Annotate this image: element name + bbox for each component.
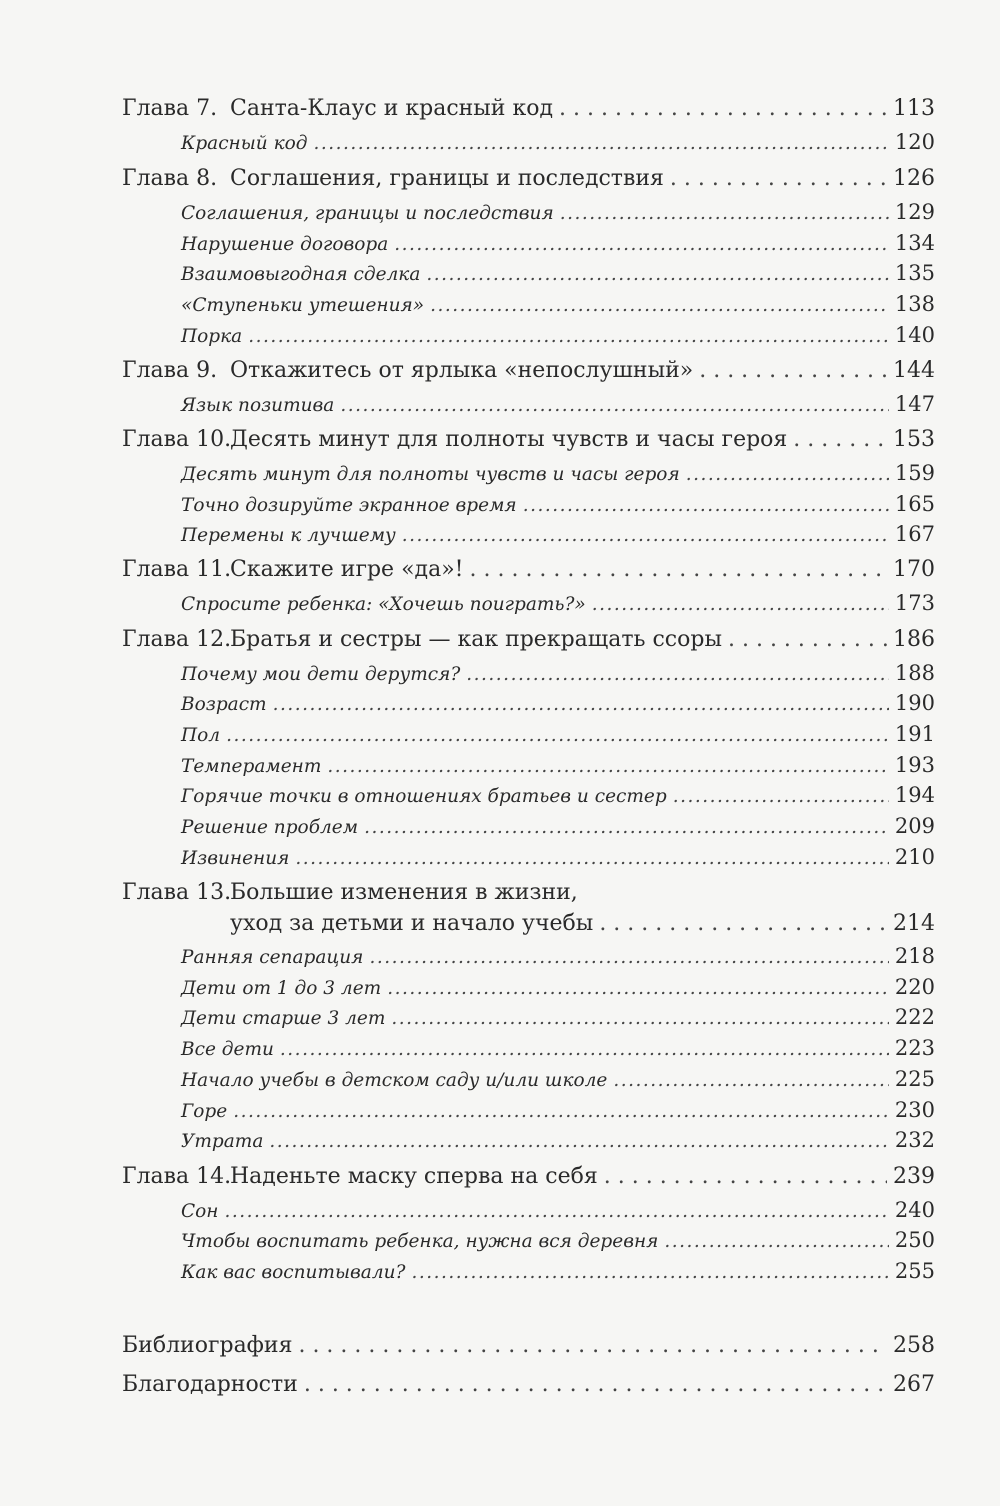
page-number: 138 [894,292,935,316]
dot-leader [327,756,889,777]
toc-section-row[interactable] [181,323,935,347]
chapter-number: Глава 11. [122,557,232,582]
page-number: 134 [894,231,935,255]
toc-section-row[interactable] [181,200,935,224]
page-number: 220 [894,975,935,999]
page-number: 159 [894,461,935,485]
dot-leader [670,166,887,191]
toc-section-row[interactable] [181,1098,935,1122]
toc-chapter-row[interactable] [122,880,935,905]
page-number: 223 [894,1036,935,1060]
dot-leader [560,203,889,224]
section-title: Красный код [181,133,308,154]
section-title: Дети от 1 до 3 лет [181,978,382,999]
toc-section-row[interactable] [181,461,935,485]
page-number: 232 [894,1128,935,1152]
toc-section-row[interactable] [181,522,935,546]
dot-leader [411,1262,888,1283]
dot-leader [599,911,887,936]
dot-leader [364,817,889,838]
toc-section-row[interactable] [181,1005,935,1029]
dot-leader [298,1333,887,1358]
section-title: Десять минут для полноты чувств и часы героя [181,464,680,485]
toc-section-row[interactable] [181,292,935,316]
page-number: 135 [894,261,935,285]
section-title: Горе [181,1101,228,1122]
dot-leader [430,295,889,316]
section-title: Пол [181,725,221,746]
page-number: 209 [894,814,935,838]
backmatter-title: Благодарности [122,1372,298,1397]
dot-leader [686,464,889,485]
chapter-number: Глава 8. [122,166,218,191]
page-number: 129 [894,200,935,224]
section-title: Взаимовыгодная сделка [181,264,421,285]
section-title: Нарушение договора [181,234,389,255]
dot-leader [340,395,889,416]
toc-section-row[interactable] [181,130,935,154]
dot-leader [466,664,889,685]
dot-leader [613,1070,889,1091]
toc-section-row[interactable] [181,661,935,685]
dot-leader [699,358,887,383]
chapter-title: Соглашения, границы и последствия [230,166,664,191]
toc-section-row[interactable] [181,845,935,869]
dot-leader [673,786,889,807]
dot-leader [314,133,889,154]
dot-leader [295,848,889,869]
section-title: Горячие точки в отношениях братьев и сестер [181,786,667,807]
page-number: 191 [894,722,935,746]
toc-chapter-row[interactable] [122,627,935,652]
page-number: 194 [894,783,935,807]
chapter-title: Скажите игре «да»! [230,557,464,582]
page-number: 188 [894,661,935,685]
toc-section-row[interactable] [181,1036,935,1060]
page-number: 210 [894,845,935,869]
chapter-title: Наденьте маску сперва на себя [230,1164,598,1189]
section-title: Спросите ребенка: «Хочешь поиграть?» [181,594,586,615]
dot-leader [369,947,888,968]
page-number: 267 [893,1372,935,1397]
chapter-title: Десять минут для полноты чувств и часы героя [230,427,788,452]
toc-section-row[interactable] [181,492,935,516]
toc-chapter-row-continued[interactable] [230,911,935,936]
chapter-title: Большие изменения в жизни, [230,880,578,905]
dot-leader [664,1231,889,1252]
page-number: 193 [894,753,935,777]
section-title: «Ступеньки утешения» [181,295,425,316]
toc-section-row[interactable] [181,975,935,999]
toc-chapter-row[interactable] [122,1164,935,1189]
section-title: Решение проблем [181,817,359,838]
dot-leader [269,1131,889,1152]
page-number: 113 [893,96,935,121]
section-title: Утрата [181,1131,264,1152]
dot-leader [592,594,889,615]
page-number: 225 [894,1067,935,1091]
chapter-number: Глава 7. [122,96,218,121]
dot-leader [728,627,887,652]
toc-backmatter-row[interactable] [122,1333,935,1358]
page-number: 170 [893,557,935,582]
page-number: 140 [894,323,935,347]
toc-chapter-row[interactable] [122,557,935,582]
toc-section-row[interactable] [181,691,935,715]
section-title: Как вас воспитывали? [181,1262,406,1283]
backmatter-title: Библиография [122,1333,293,1358]
section-title: Соглашения, границы и последствия [181,203,554,224]
section-title: Извинения [181,848,290,869]
toc-section-row[interactable] [181,1067,935,1091]
chapter-title: Откажитесь от ярлыка «непослушный» [230,358,694,383]
dot-leader [402,525,889,546]
page-number: 258 [893,1333,935,1358]
dot-leader [233,1101,889,1122]
chapter-title: Братья и сестры — как прекращать ссоры [230,627,722,652]
dot-leader [387,978,889,999]
toc-chapter-row[interactable] [122,96,935,121]
section-title: Почему мои дети дерутся? [181,664,461,685]
toc-section-row[interactable] [181,783,935,807]
section-title: Дети старше 3 лет [181,1008,386,1029]
page-number: 255 [894,1259,935,1283]
page-number: 230 [894,1098,935,1122]
toc-section-row[interactable] [181,753,935,777]
dot-leader [226,725,889,746]
toc-section-row[interactable] [181,1228,935,1252]
page-number: 240 [894,1198,935,1222]
page-number: 214 [893,911,935,936]
dot-leader [523,495,889,516]
section-title: Все дети [181,1039,274,1060]
chapter-title: Санта-Клаус и красный код [230,96,554,121]
dot-leader [426,264,889,285]
page-number: 147 [894,392,935,416]
toc-section-row[interactable] [181,944,935,968]
page-number: 239 [893,1164,935,1189]
toc-chapter-row[interactable] [122,427,935,452]
chapter-number: Глава 12. [122,627,232,652]
section-title: Точно дозируйте экранное время [181,495,517,516]
page-number: 218 [894,944,935,968]
section-title: Начало учебы в детском саду и/или школе [181,1070,608,1091]
page-number: 126 [893,166,935,191]
section-title: Чтобы воспитать ребенка, нужна вся деревня [181,1231,659,1252]
dot-leader [248,326,889,347]
toc-section-row[interactable] [181,591,935,615]
toc-section-row[interactable] [181,231,935,255]
page-number: 186 [893,627,935,652]
dot-leader [304,1372,887,1397]
section-title: Язык позитива [181,395,335,416]
toc-section-row[interactable] [181,814,935,838]
chapter-number: Глава 9. [122,358,218,383]
dot-leader [394,234,889,255]
page-number: 222 [894,1005,935,1029]
section-title: Порка [181,326,243,347]
dot-leader [273,694,889,715]
page-number: 144 [893,358,935,383]
page-number: 120 [894,130,935,154]
toc-section-row[interactable] [181,1198,935,1222]
toc-chapter-row[interactable] [122,166,935,191]
page-number: 250 [894,1228,935,1252]
page-number: 173 [894,591,935,615]
dot-leader [559,96,887,121]
dot-leader [280,1039,889,1060]
dot-leader [391,1008,889,1029]
toc-section-row[interactable] [181,722,935,746]
section-title: Возраст [181,694,267,715]
page-number: 165 [894,492,935,516]
toc-section-row[interactable] [181,1259,935,1283]
toc-section-row[interactable] [181,261,935,285]
section-title: Сон [181,1201,219,1222]
section-title: Ранняя сепарация [181,947,364,968]
dot-leader [470,557,888,582]
page-number: 190 [894,691,935,715]
page-number: 153 [893,427,935,452]
toc-section-row[interactable] [181,1128,935,1152]
toc-chapter-row[interactable] [122,358,935,383]
dot-leader [793,427,887,452]
dot-leader [224,1201,888,1222]
toc-section-row[interactable] [181,392,935,416]
section-title: Перемены к лучшему [181,525,396,546]
toc-backmatter-row[interactable] [122,1372,935,1397]
chapter-number: Глава 14. [122,1164,232,1189]
chapter-number: Глава 10. [122,427,232,452]
chapter-number: Глава 13. [122,880,232,905]
page-number: 167 [894,522,935,546]
chapter-title-continued: уход за детьми и начало учебы [230,911,594,936]
dot-leader [604,1164,887,1189]
section-title: Темперамент [181,756,322,777]
